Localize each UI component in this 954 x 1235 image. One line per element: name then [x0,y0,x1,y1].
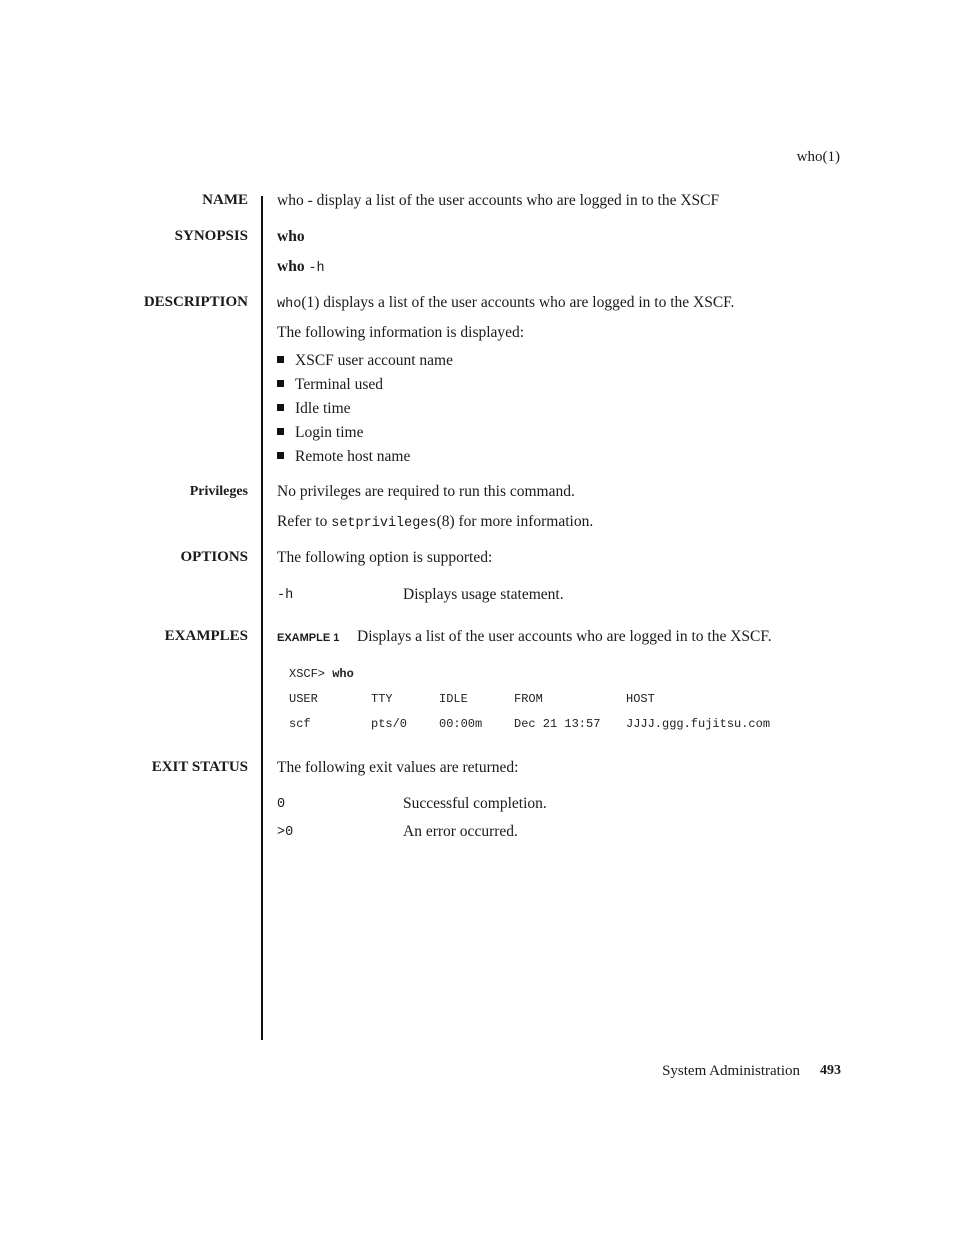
name-text: who - display a list of the user accounts who are logged in to the XSCF [277,192,720,209]
option-flag: -h [277,588,294,603]
running-header: who(1) [796,149,840,165]
code-header-user: USER [289,692,318,706]
code-cell-user: scf [289,717,311,731]
synopsis-option: -h [308,261,325,276]
synopsis-line-1: who [277,228,305,245]
section-label-synopsis: SYNOPSIS [174,228,248,244]
bullet-square-icon [277,404,284,411]
list-item: Terminal used [277,376,383,394]
option-description: Displays usage statement. [403,586,564,603]
list-item: XSCF user account name [277,352,453,370]
code-command: who [332,667,354,681]
section-label-examples: EXAMPLES [164,628,248,644]
section-label-privileges: Privileges [189,484,248,499]
section-label-exit-status: EXIT STATUS [151,759,248,775]
bullet-square-icon [277,380,284,387]
options-intro: The following option is supported: [277,549,493,566]
example-title: Displays a list of the user accounts who are logged in to the XSCF. [357,628,772,645]
code-header-tty: TTY [371,692,393,706]
list-item: Login time [277,424,363,442]
code-cell-from: Dec 21 13:57 [514,717,601,731]
code-header-host: HOST [626,692,655,706]
description-p1 [277,294,734,312]
exit-value-description: An error occurred. [403,823,518,840]
section-label-name: NAME [202,192,248,208]
code-cell-tty: pts/0 [371,717,408,731]
section-divider-line [261,196,263,1040]
description-p1-text: (1) displays a list of the user accounts who are logged in to the XSCF. [301,294,735,311]
code-header-from: FROM [514,692,543,706]
list-item: Remote host name [277,448,410,466]
code-cell-idle: 00:00m [439,717,483,731]
privileges-p2: Refer to setprivileges(8) for more information. [277,513,594,531]
exit-value: 0 [277,797,286,812]
bullet-square-icon [277,356,284,363]
code-header-idle: IDLE [439,692,468,706]
footer-section-title: System Administration [662,1063,800,1079]
example-label: EXAMPLE 1 [277,632,340,644]
list-item: Idle time [277,400,351,418]
bullet-square-icon [277,428,284,435]
exit-value: >0 [277,825,294,840]
code-cell-host: JJJJ.ggg.fujitsu.com [626,717,771,731]
code-prompt-line [289,667,354,681]
exit-value-description: Successful completion. [403,795,547,812]
bullet-square-icon [277,452,284,459]
description-cmd: who [277,297,302,312]
privileges-p1: No privileges are required to run this command. [277,483,575,500]
page-number: 493 [820,1063,841,1078]
code-prompt: XSCF> [289,667,333,681]
description-p2: The following information is displayed: [277,324,525,341]
synopsis-cmd: who [277,258,305,275]
synopsis-line-2 [277,258,325,276]
section-label-options: OPTIONS [180,549,248,565]
section-label-description: DESCRIPTION [143,294,248,310]
privileges-cmd: setprivileges [331,516,437,531]
exit-status-intro: The following exit values are returned: [277,759,519,776]
